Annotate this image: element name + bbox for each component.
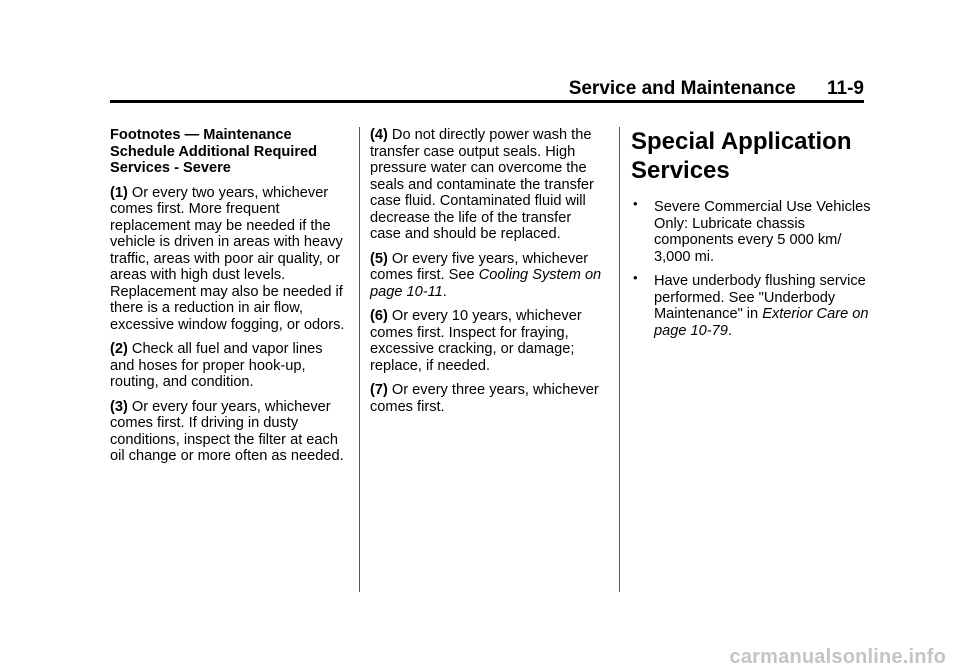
footnote-number: (1)	[110, 184, 128, 201]
footnote-number: (7)	[370, 382, 388, 398]
footnote-4	[370, 127, 606, 243]
column-divider	[619, 127, 620, 592]
column-right	[631, 127, 871, 347]
footnote-number: (5)	[370, 250, 388, 267]
section-title: Service and Maintenance	[568, 78, 796, 99]
page-header	[110, 78, 864, 100]
bullet-list	[631, 196, 871, 339]
footnote-text: Or every four years, whichever comes first. If driving in dusty conditions, inspect the filter at each oil change or more often as needed.	[110, 398, 344, 464]
footnote-6	[370, 308, 606, 374]
footnote-5: (5) Or every five years, whichever comes first. See Cooling System on page 10-11.	[370, 250, 602, 300]
footnote-text: Or every three years, whichever comes first.	[370, 382, 599, 415]
cross-reference-link[interactable]: Exterior Care on page 10-79	[654, 306, 869, 339]
section-heading: Special Application Services	[631, 128, 852, 184]
page-number: 11-9	[827, 78, 864, 99]
header-rule	[110, 100, 864, 103]
bullet-icon: •	[633, 196, 638, 211]
watermark: carmanualsonline.info	[729, 646, 946, 668]
footnote-text: Or every five years, whichever comes first. See	[370, 250, 589, 283]
footnote-1	[110, 185, 350, 334]
list-item: • Have underbody flushing service performed. See "Underbody Maintenance" in Exterior Care on page 10-79.	[633, 270, 869, 339]
footnote-text: Or every two years, whichever comes first. More frequent replacement may be needed if the vehicle is driven in areas with heavy traffic, areas with poor air quality, or areas with high dust levels. Replacement may also be needed if there is a reduction in air flow, excessive window fogging, or odors.	[110, 184, 345, 333]
bullet-icon: •	[633, 270, 638, 285]
footnote-3	[110, 399, 350, 465]
column-middle	[370, 127, 606, 423]
footnote-2	[110, 341, 350, 391]
footnote-number: (4)	[370, 127, 388, 143]
footnote-number: (2)	[110, 341, 128, 357]
footnote-number: (3)	[110, 398, 128, 415]
footnotes-heading: Footnotes — Maintenance Schedule Additional Required Services - Severe	[110, 127, 318, 176]
footnote-7	[370, 382, 606, 415]
column-divider	[359, 127, 360, 592]
list-item: • Severe Commercial Use Vehicles Only: Lubricate chassis components every 5 000 km/ 3,000 mi.	[633, 196, 871, 265]
cross-reference-link[interactable]: Cooling System on page 10-11	[370, 267, 602, 300]
footnote-text: Or every 10 years, whichever comes first. Inspect for fraying, excessive cracking, or damage; replace, if needed.	[370, 308, 582, 374]
footnote-text: Check all fuel and vapor lines and hoses for proper hook-up, routing, and condition.	[110, 341, 323, 390]
footnote-number: (6)	[370, 308, 388, 324]
footnote-text: Do not directly power wash the transfer case output seals. High pressure water can overcome the seals and contaminate the transfer case fluid. Contaminated fluid will decrease the life of the transfer case and should be replaced.	[370, 127, 594, 242]
column-left	[110, 127, 350, 473]
